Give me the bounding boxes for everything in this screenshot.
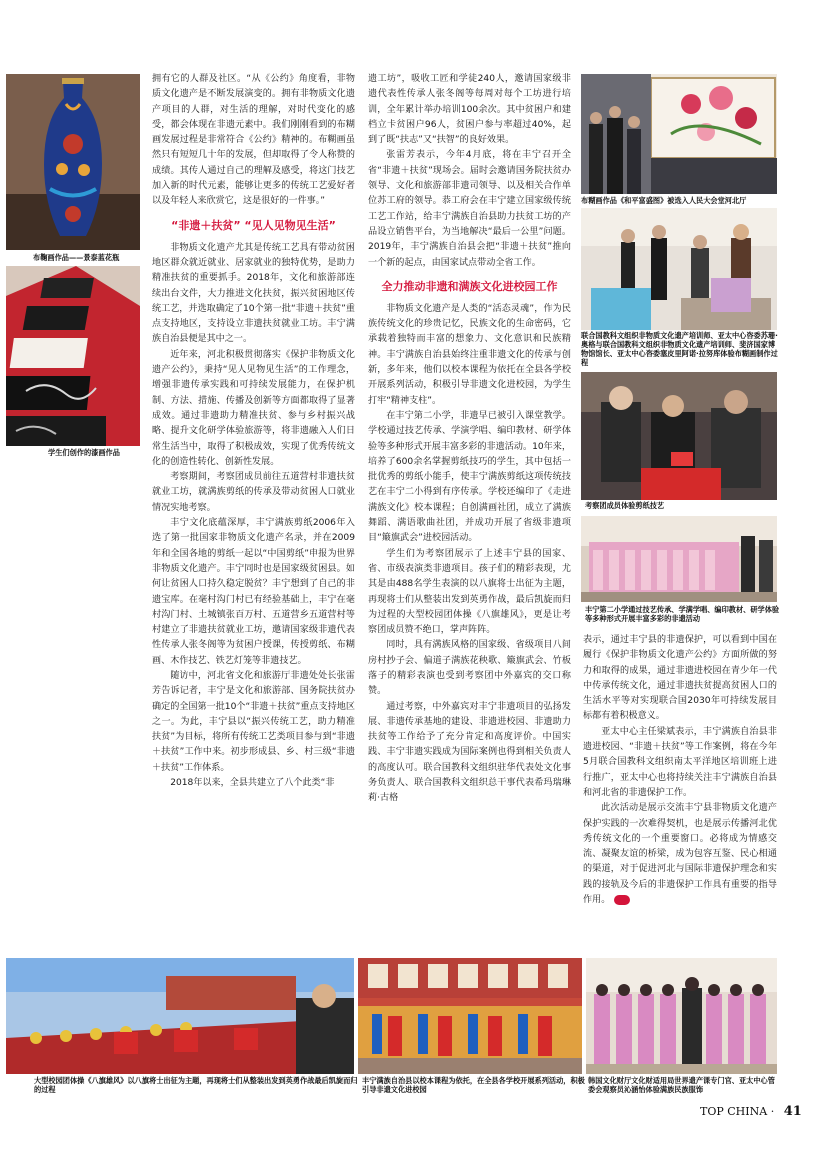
col1-paragraph: 拥有它的人群及社区。“从《公约》角度看，非物质文化遗产是不断发展演变的。拥有非物质文化遗产项目的人群，对生活的理解，对时代变化的感受，都会体现在非遗元素中。我们刚刚看到的布糊画发展过程是非常符合《公约》精神的。布糊画虽然只有短短几十年的发展，但却取得了令人称赞的成绩。其传人通过自己的理解及感受，将这门技艺加入新的时代元素，能够让更多的传统工艺爱好者以及年轻人来欣赏它，这是很好的一件事。” [152, 74, 355, 207]
peony-photo [581, 74, 777, 194]
col3-paragraph: 亚太中心主任梁斌表示，丰宁满族自治县非遗进校园、“非遗＋扶贫”等工作案例，将在今年5月联合国教科文组织南太平洋地区培训班上进行推广，亚太中心也将持续关注丰宁满族自治县和河北省的非遗保护工作。 [583, 726, 777, 798]
lacquer-caption: 学生们创作的漆画作品 [48, 448, 120, 457]
drum-caption: 大型校园团体操《八旗雄风》以八旗将士出征为主题，再现将士们从整装出发到英勇作战最后凯旋而归的过程 [34, 1076, 358, 1094]
col1-paragraph: 近年来，河北积极贯彻落实《保护非物质文化遗产公约》，秉持“见人见物见生活”的工作理念，增强非遗传承实践和可持续发展能力，在保护机制、方法、措施、传播及创新等方面都取得了显著成效。通过非遗助力精准扶贫、参与乡村振兴战略、提升文化研学体验旅游等，将非遗融入人们日常生活当中，取得了积极成效，实现了优秀传统文化的创造性转化、创新性发展。 [152, 349, 355, 467]
school-caption: 丰宁第二小学通过技艺传承、学满学唱、编印教材、研学体验等多种形式开展丰富多彩的非遗活动 [585, 605, 780, 623]
text-column-1 [152, 72, 355, 791]
dance-photo [586, 958, 777, 1074]
dance-caption: 韩国文化财厅文化财适用局世界遗产课专门官、亚太中心管委会观察员沁涵怡体验满族民族服饰 [588, 1076, 775, 1094]
training-illustration [581, 208, 777, 330]
col2-paragraph: 非物质文化遗产是人类的“活态灵魂”，作为民族传统文化的珍贵记忆，民族文化的生命密码，它承载着独特而丰富的想象力、文化意识和民族精神。丰宁满族自治县始终注重非遗文化的传承与创新，多年来，他们以校本课程为依托在全县各学校开展系列活动，积极引导非遗文化进校园，为学生打牢“精神支柱”。 [368, 303, 571, 406]
text-column-3 [583, 633, 777, 908]
dance-illustration [586, 958, 777, 1074]
vase-illustration [6, 74, 140, 250]
drum-photo [6, 958, 354, 1074]
col2-paragraph: 通过考察，中外嘉宾对丰宁非遗项目的弘扬发展、非遗传承基地的建设、非遗进校园、非遗助力扶贫等工作给予了充分肯定和高度评价。中国实践、丰宁非遗实践成为国际案例也得到相关负责人的高度认可。联合国教科文组织驻华代表处文化事务负责人、联合国教科文组织总干事代表希玛瑞琳莉·古格 [368, 701, 571, 804]
col2-paragraph: 遗工坊”，吸收工匠和学徒240人，邀请国家级非遗代表性传承人张冬阁等每周对每个工坊进行培训，全年累计举办培训100余次。其中贫困户和建档立卡贫困户96人，贫困户参与率超过40%，起到了既“扶志”又“扶智”的良好效果。 [368, 74, 571, 146]
vase-photo [6, 74, 140, 250]
school-illustration [581, 516, 777, 602]
training-photo [581, 208, 777, 330]
peony-illustration [581, 74, 777, 194]
lacquer-photo [6, 266, 140, 446]
col1-paragraph: 随访中，河北省文化和旅游厅非遗处处长张雷芳告诉记者，丰宁是文化和旅游部、国务院扶贫办确定的全国第一批10个“非遗＋扶贫”重点支持地区之一。为此，丰宁县以“振兴传统工艺，助力精准扶贫”为目标，将所有传统工艺类项目参与到“非遗＋扶贫”工作中来。初步形成县、乡、村三级“非遗＋扶贫”工作体系。 [152, 670, 355, 773]
col2-paragraph: 张雷芳表示，今年4月底，将在丰宁召开全省“非遗＋扶贫”现场会。届时会邀请国务院扶贫办领导、文化和旅游部非遗司领导、以及相关合作单位苏工府的领导。恭工府会在丰宁建立国家级传统工艺工作站，给丰宁满族自治县助力扶贫工坊的产品设立销售平台，为当地解决“最后一公里”问题。2019年，丰宁满族自治县会把“非遗＋扶贫”推向一个新的起点，由国家试点带动全省工作。 [368, 150, 571, 268]
col2-paragraph: 学生们为考察团展示了上述丰宁县的国家、省、市级表演类非遗项目。孩子们的精彩表现，尤其是由488名学生表演的以八旗将士出征为主题，再现将士们从整装出发到英勇作战，最后凯旋而归为过程的大型校园团体操《八旗雄风》，更是让考察团成员赞不绝口，掌声阵阵。 [368, 548, 571, 636]
magazine-name: TOP CHINA [700, 1105, 768, 1118]
training-caption: 联合国教科文组织非物质文化遗产培训师、亚太中心咨委苏珊·奥格与联合国教科文组织非物质文化遗产培训师、斐济国家博物馆馆长、亚太中心咨委塞皮里阿诺·拉努库体验布糊画制作过程 [581, 331, 778, 367]
col1-paragraph: 2018年以来，全县共建立了八个此类“非 [170, 778, 335, 789]
section-heading-school: 全力推动非遗和满族文化进校园工作 [381, 279, 558, 293]
col2-paragraph: 同时，具有满族风格的国家级、省级项目八间房村抄子会、偏道子满族花秧歌、簸旗武会、竹板落子的精彩表演也受到考察团中外嘉宾的交口称赞。 [368, 640, 571, 697]
footer-separator: · [770, 1105, 775, 1118]
papercut-illustration [581, 372, 777, 500]
end-mark-icon [614, 895, 630, 905]
col3-paragraph: 表示，通过丰宁县的非遗保护，可以看到中国在履行《保护非物质文化遗产公约》方面所做的努力和取得的成果，通过非遗进校园在青少年一代中传承传统文化，通过非遗扶贫提高贫困人口的生活水平等对实现联合国2030年可持续发展目标都有着积极意义。 [583, 635, 777, 722]
col1-paragraph: 丰宁文化底蕴深厚，丰宁满族剪纸2006年入选了第一批国家非物质文化遗产名录，并在2009年和全国各地的剪纸一起以“中国剪纸”申报为世界非物质文化遗产。丰宁同时也是国家级贫困县。如何让贫困人口持久稳定脱贫？丰宁想到了自己的非遗宝库。在毫村沟门村已有经验基础上，丰宁在毫村沟门村、土城镇张百万村、五道营乡五道营村等村建立了非遗扶贫就业工坊，邀请国家级非遗代表性传承人张冬阁等为贫困户授课，传授剪纸、布糊画、木作技艺、铁艺灯笼等非遗技艺。 [152, 518, 355, 666]
section-heading-poverty: “非遗＋扶贫” “见人见物见生活” [171, 218, 336, 232]
school-photo [581, 516, 777, 602]
col1-paragraph: 考察期间，考察团成员前往五道营村非遗扶贫就业工坊，就满族剪纸的传承及带动贫困人口就业情况实地考察。 [152, 472, 355, 513]
lacquer-illustration [6, 266, 140, 446]
group-caption: 丰宁满族自治县以校本课程为依托，在全县各学校开展系列活动，积极引导非遗文化进校园 [362, 1076, 585, 1094]
group-photo [358, 958, 582, 1074]
vase-caption: 布鞠画作品——景泰蓝花瓶 [33, 253, 120, 262]
papercut-caption: 考察团成员体验剪纸技艺 [585, 501, 665, 510]
col1-paragraph: 非物质文化遗产尤其是传统工艺具有带动贫困地区群众就近就业、居家就业的独特优势，是助力精准扶贫的重要抓手。2018年，文化和旅游部连续出台文件，大力推进文化扶贫，振兴贫困地区传统工艺，并选取确定了10个第一批“非遗＋扶贫”重点支持地区，支持设立非遗扶贫就业工坊。丰宁满族自治县便是其中之一。 [152, 242, 355, 345]
page-footer [700, 1104, 802, 1119]
group-illustration [358, 958, 582, 1074]
page-number: 41 [783, 1104, 802, 1119]
text-column-2 [368, 72, 571, 807]
papercut-photo [581, 372, 777, 500]
peony-caption: 布糊画作品《和平富盛图》被选入人民大会堂河北厅 [581, 196, 747, 205]
col3-last-text: 此次活动是展示交流丰宁县非物质文化遗产保护实践的一次难得契机，也是展示传播河北优秀传统文化的一个重要窗口。必将成为情感交流、凝聚友谊的桥梁，成为包容互鉴、民心相通的渠道，对于促进河北与国际非遗保护理念和实践的接轨及今后的非遗保护工作具有重要的指导作用。 [583, 803, 777, 906]
col2-paragraph: 在丰宁第二小学，非遗早已被引入课堂教学。学校通过技艺传承、学演学唱、编印教材、研学体验等多种形式开展丰富多彩的非遗活动。10年来，培养了600余名掌握剪纸技巧的学生，其中包括一批优秀的剪纸小能手，使丰宁满族剪纸这项传统技艺在丰宁二小得到有序传承。学校还编印了《走进满族文化》校本课程；自创满画社团，成立了满族舞蹈、满语歌曲社团，并成功开展了省级非遗项目“簸旗武会”进校园活动。 [368, 410, 571, 544]
col3-paragraph [583, 801, 777, 908]
drum-illustration [6, 958, 354, 1074]
